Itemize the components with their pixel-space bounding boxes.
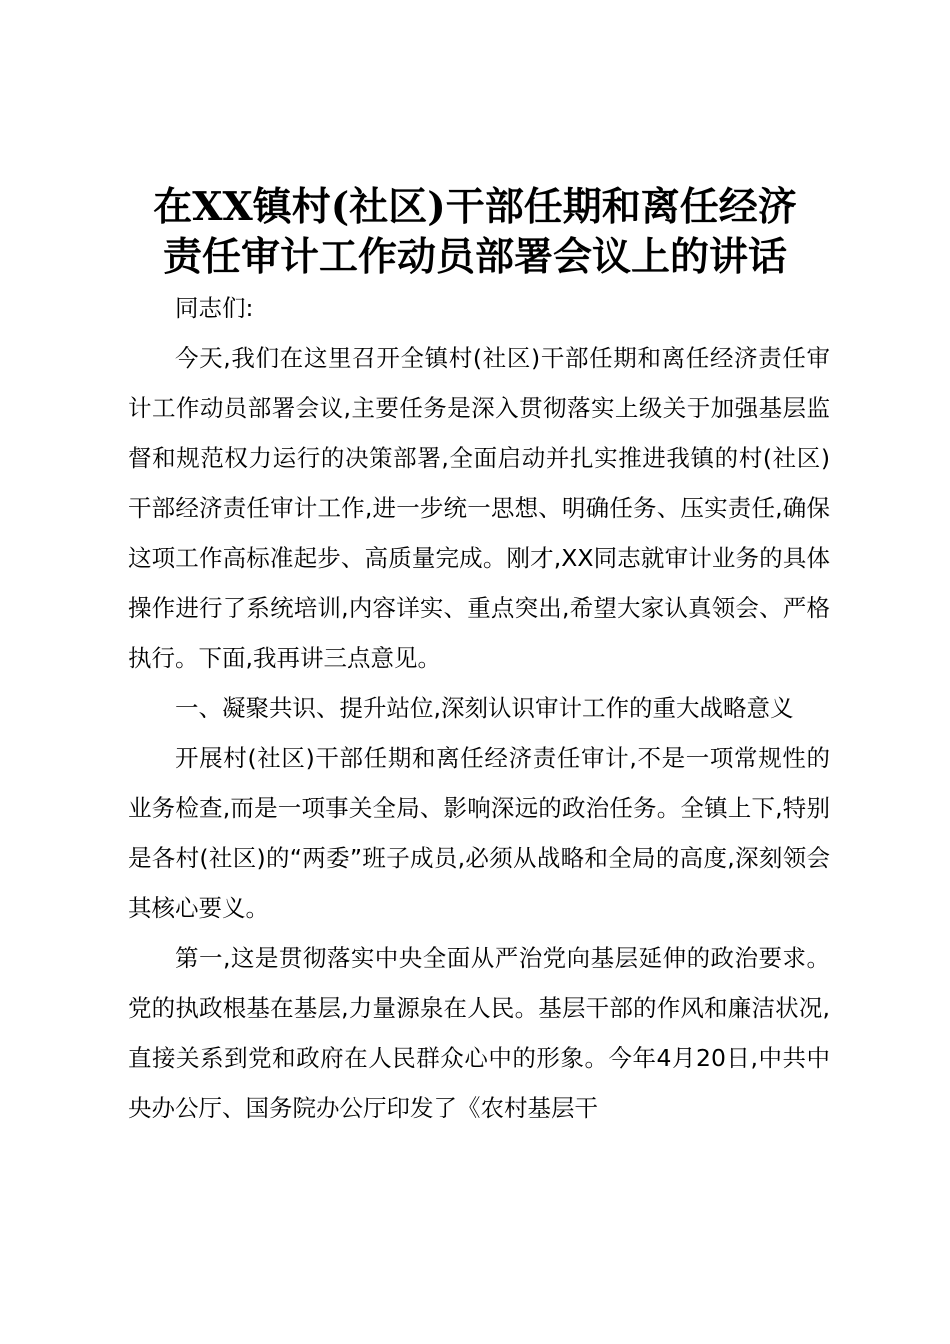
title-line-1: 在XX镇村(社区)干部任期和离任经济 [153, 184, 797, 230]
paragraph-point-1: 第一,这是贯彻落实中央全面从严治党向基层延伸的政治要求。党的执政根基在基层,力量源泉在人民。基层干部的作风和廉洁状况,直接关系到党和政府在人民群众心中的形象。今年4月20日,中共中央办公厅、国务院办公厅印发了《农村基层干 [128, 944, 830, 1122]
title-line-2: 责任审计工作动员部署会议上的讲话 [162, 234, 787, 280]
salutation: 同志们: [175, 294, 254, 322]
document-body [128, 283, 830, 1133]
paragraph-intro: 今天,我们在这里召开全镇村(社区)干部任期和离任经济责任审计工作动员部署会议,主要任务是深入贯彻落实上级关于加强基层监督和规范权力运行的决策部署,全面启动并扎实推进我镇的村(社区)干部经济责任审计工作,进一步统一思想、明确任务、压实责任,确保这项工作高标准起步、高质量完成。刚才,XX同志就审计业务的具体操作进行了系统培训,内容详实、重点突出,希望大家认真领会、严格执行。下面,我再讲三点意见。 [128, 344, 830, 672]
section-heading-1: 一、凝聚共识、提升站位,深刻认识审计工作的重大战略意义 [175, 694, 794, 722]
document-title [120, 182, 830, 282]
paragraph-section-1: 开展村(社区)干部任期和离任经济责任审计,不是一项常规性的业务检查,而是一项事关全局、影响深远的政治任务。全镇上下,特别是各村(社区)的“两委”班子成员,必须从战略和全局的高度,深刻领会其核心要义。 [128, 744, 830, 922]
